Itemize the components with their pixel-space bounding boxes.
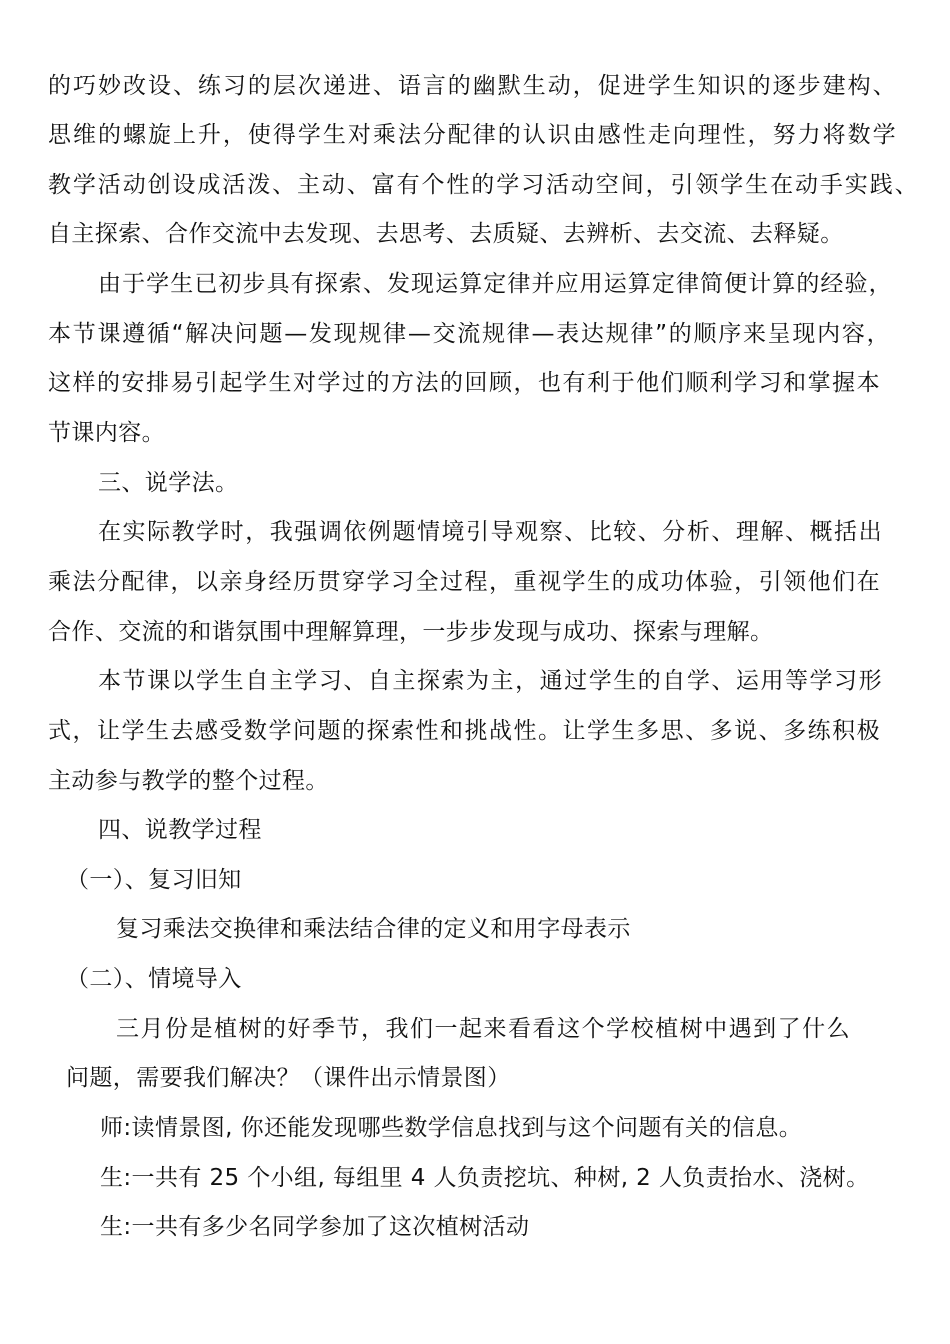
paragraph-line: 的巧妙改设、练习的层次递进、语言的幽默生动，促进学生知识的逐步建构、 [48,73,896,99]
dialogue-teacher: 师:读情景图, 你还能发现哪些数学信息找到与这个问题有关的信息。 [100,1115,803,1141]
paragraph-line: 三月份是植树的好季节，我们一起来看看这个学校植树中遇到了什么 [116,1016,850,1042]
paragraph-line: 式，让学生去感受数学问题的探索性和挑战性。让学生多思、多说、多练积极 [48,718,880,744]
paragraph-line: 合作、交流的和谐氛围中理解算理，一步步发现与成功、探索与理解。 [48,619,774,645]
paragraph-line: 本节课以学生自主学习、自主探索为主，通过学生的自学、运用等学习形 [98,668,882,694]
paragraph-line: 主动参与教学的整个过程。 [48,768,329,794]
paragraph-line: 教学活动创设成活泼、主动、富有个性的学习活动空间，引领学生在动手实践、 [48,172,918,198]
paragraph-line: 这样的安排易引起学生对学过的方法的回顾，也有利于他们顺利学习和掌握本 [48,370,880,396]
paragraph-line: 节课内容。 [48,420,165,446]
paragraph-line: 问题，需要我们解决？（课件出示情景图） [66,1065,511,1091]
paragraph-line: 由于学生已初步具有探索、发现运算定律并应用运算定律简便计算的经验， [98,271,892,297]
paragraph-line: 复习乘法交换律和乘法结合律的定义和用字母表示 [116,916,631,942]
subsection-heading: （二）、情境导入 [66,966,242,992]
section-heading: 四、说教学过程 [98,817,262,843]
paragraph-line: 思维的螺旋上升，使得学生对乘法分配律的认识由感性走向理性，努力将数学 [48,122,896,148]
paragraph-line: 自主探索、合作交流中去发现、去思考、去质疑、去辨析、去交流、去释疑。 [48,221,844,247]
section-heading: 三、说学法。 [98,470,239,496]
subsection-heading: （一）、复习旧知 [66,867,242,893]
dialogue-student: 生:一共有 25 个小组, 每组里 4 人负责挖坑、种树, 2 人负责抬水、浇树。 [100,1165,870,1191]
dialogue-student: 生:一共有多少名同学参加了这次植树活动 [100,1214,530,1240]
paragraph-line: 在实际教学时，我强调依例题情境引导观察、比较、分析、理解、概括出 [98,519,882,545]
paragraph-line: 本节课遵循“解决问题—发现规律—交流规律—表达规律”的顺序来呈现内容， [48,321,890,347]
paragraph-line: 乘法分配律，以亲身经历贯穿学习全过程，重视学生的成功体验，引领他们在 [48,569,880,595]
